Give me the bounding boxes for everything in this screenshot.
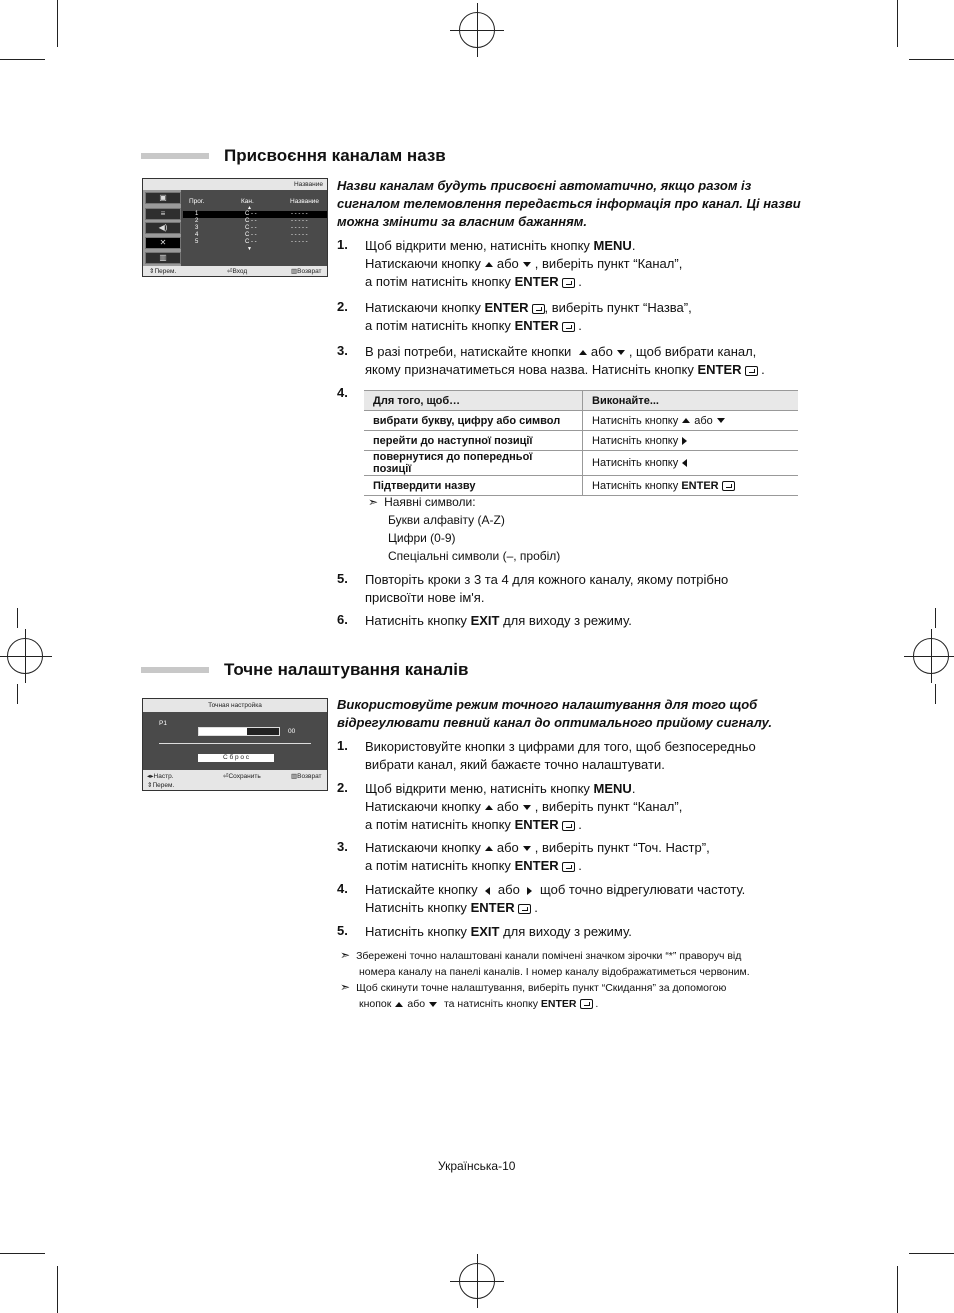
up-arrow-icon xyxy=(485,805,493,810)
table-cell: Натисніть кнопку xyxy=(583,451,799,476)
channel-name: - - - - - xyxy=(291,239,308,245)
crop-mark xyxy=(57,1266,58,1313)
enter-icon xyxy=(580,999,593,1009)
table-header: Виконайте... xyxy=(583,391,799,411)
table-cell: вибрати букву, цифру або символ xyxy=(364,411,583,431)
up-arrow-icon xyxy=(579,350,587,355)
crop-mark xyxy=(17,684,18,704)
fine-tune-value: 00 xyxy=(288,728,296,735)
enter-icon xyxy=(562,821,575,831)
setup-icon: ✕ xyxy=(145,237,181,249)
enter-icon xyxy=(562,278,575,288)
enter-icon xyxy=(562,322,575,332)
col-name: Название xyxy=(290,198,320,205)
table-cell: перейти до наступної позиції xyxy=(364,431,583,451)
up-arrow-icon xyxy=(682,418,690,423)
down-arrow-icon xyxy=(717,418,725,423)
channel-icon: ≡ xyxy=(145,208,181,220)
up-arrow-icon xyxy=(395,1002,403,1007)
down-arrow-icon xyxy=(523,846,531,851)
fine-tune-screen xyxy=(142,698,328,791)
channel-name: - - - - - xyxy=(291,218,308,224)
step-text: Натискаючи кнопку або , виберіть пункт “Точ. Настр”, а потім натисніть кнопку ENTER . xyxy=(365,840,710,873)
step-number: 5. xyxy=(337,923,348,938)
table-cell: Підтвердити назву xyxy=(364,476,583,496)
action-table xyxy=(364,390,798,496)
channel-num: 2 xyxy=(195,218,199,224)
step-text: Використовуйте кнопки з цифрами для того, щоб безпосередньо вибрати канал, який бажаєте точно налаштувати. xyxy=(365,739,756,772)
symbols-note: ➣ Наявні символи: Букви алфавіту (A-Z) Цифри (0-9) Спеціальні символи (–, пробіл) xyxy=(368,495,561,563)
step-text: Натисніть кнопку EXIT для виходу з режиму. xyxy=(365,613,632,628)
crop-mark xyxy=(897,0,898,47)
footer-move: ⇕Перем. xyxy=(149,268,177,275)
screen-header: Название xyxy=(293,181,323,188)
input-icon: ▥ xyxy=(145,252,181,264)
crop-mark xyxy=(935,684,936,704)
step-number: 4. xyxy=(337,385,348,400)
down-arrow-icon xyxy=(523,805,531,810)
channel-row[interactable] xyxy=(195,225,325,232)
step-number: 6. xyxy=(337,612,348,627)
table-cell: повернутися до попередньої позиції xyxy=(364,451,583,476)
down-arrow-icon xyxy=(429,1002,437,1007)
right-arrow-icon xyxy=(682,437,687,445)
channel-list xyxy=(195,211,325,246)
step-number: 4. xyxy=(337,881,348,896)
registration-mark xyxy=(459,12,495,48)
right-arrow-icon xyxy=(527,887,532,895)
channel-num: 5 xyxy=(195,239,199,245)
channel-row[interactable] xyxy=(195,211,325,218)
note-arrow-icon: ➣ xyxy=(340,948,351,962)
channel-chan: C - - xyxy=(245,211,257,217)
table-cell: Натисніть кнопку xyxy=(583,431,799,451)
channel-num: 4 xyxy=(195,232,199,238)
table-row xyxy=(364,451,798,476)
channel-chan: C - - xyxy=(245,239,257,245)
footer-enter: ⏎Вход xyxy=(227,268,248,275)
channel-chan: C - - xyxy=(245,225,257,231)
channel-chan: C - - xyxy=(245,232,257,238)
channel-name: - - - - - xyxy=(291,232,308,238)
table-row xyxy=(364,411,798,431)
down-arrow-icon xyxy=(523,262,531,267)
fine-tune-bar-fill xyxy=(199,728,247,735)
section-title: Точне налаштування каналів xyxy=(224,660,469,679)
crop-mark xyxy=(897,1266,898,1313)
channel-row[interactable] xyxy=(195,232,325,239)
section-title: Присвоєння каналам назв xyxy=(224,146,446,165)
crop-mark xyxy=(0,59,45,60)
step-number: 5. xyxy=(337,571,348,586)
registration-mark xyxy=(7,638,43,674)
registration-mark xyxy=(459,1263,495,1299)
up-arrow-icon xyxy=(485,262,493,267)
step-number: 3. xyxy=(337,839,348,854)
section-intro: Назви каналам будуть присвоєні автоматично, якщо разом із сигналом телемовлення передається інформація про канал. Ці назви можна змінити за власним бажанням. xyxy=(337,178,801,229)
enter-icon xyxy=(722,481,735,491)
channel-chan: C - - xyxy=(245,218,257,224)
crop-mark xyxy=(935,608,936,628)
section-bar xyxy=(141,667,209,673)
enter-icon xyxy=(532,304,545,314)
channel-name: - - - - - xyxy=(291,211,308,217)
enter-icon xyxy=(562,862,575,872)
crop-mark xyxy=(909,59,954,60)
up-arrow-icon xyxy=(485,846,493,851)
note-arrow-icon: ➣ xyxy=(368,495,379,509)
note: ➣ Щоб скинути точне налаштування, виберіть пункт “Скидання” за допомогою кнопок або та натисніть кнопку ENTER . xyxy=(340,980,727,1010)
footer-back: ▥Возврат xyxy=(291,268,322,275)
crop-mark xyxy=(57,0,58,47)
channel-row[interactable] xyxy=(195,218,325,225)
channel-name: - - - - - xyxy=(291,225,308,231)
table-cell: Натисніть кнопку ENTER xyxy=(583,476,799,496)
section-intro: Використовуйте режим точного налаштування для того щоб відрегулювати певний канал до оптимального прийому сигналу. xyxy=(337,697,772,730)
note: ➣ Збережені точно налаштовані канали помічені значком зірочки “*” праворуч від номера каналу на панелі каналів. І номер каналу відображатиметься червоним. xyxy=(340,948,750,978)
crop-mark xyxy=(17,608,18,628)
channel-num: 3 xyxy=(195,225,199,231)
step-text: Натискайте кнопку або щоб точно відрегулювати частоту. Натисніть кнопку ENTER . xyxy=(365,882,746,915)
step-text: Щоб відкрити меню, натисніть кнопку MENU. Натискаючи кнопку або , виберіть пункт “Канал”, а потім натисніть кнопку ENTER . xyxy=(365,781,683,832)
reset-button[interactable]: С б р о с xyxy=(198,754,274,762)
screen-header: Точная настройка xyxy=(143,699,327,712)
table-cell: Натисніть кнопку або xyxy=(583,411,799,431)
step-text: Натисніть кнопку EXIT для виходу з режиму. xyxy=(365,924,632,939)
registration-mark xyxy=(913,638,949,674)
footer-adjust: ◂▸Настр. xyxy=(147,773,174,780)
left-arrow-icon xyxy=(485,887,490,895)
menu-screen-name xyxy=(142,178,328,277)
enter-icon xyxy=(518,904,531,914)
step-text: Повторіть кроки з 3 та 4 для кожного каналу, якому потрібно присвоїти нове ім'я. xyxy=(365,572,729,605)
col-prog: Прог. xyxy=(189,198,205,205)
crop-mark xyxy=(909,1253,954,1254)
step-text: В разі потреби, натискайте кнопки або , щоб вибрати канал, якому призначатиметься нова назва. Натисніть кнопку ENTER . xyxy=(365,344,765,377)
channel-row[interactable] xyxy=(195,239,325,246)
footer-back: ▥Возврат xyxy=(291,773,322,780)
sound-icon: ◀) xyxy=(145,222,181,234)
note-arrow-icon: ➣ xyxy=(340,980,351,994)
step-number: 2. xyxy=(337,299,348,314)
col-chan: Кан. xyxy=(241,198,254,205)
section-bar xyxy=(141,153,209,159)
enter-icon xyxy=(745,366,758,376)
scroll-down-icon: ▼ xyxy=(247,246,252,252)
down-arrow-icon xyxy=(617,350,625,355)
table-row xyxy=(364,431,798,451)
footer-move: ⇕Перем. xyxy=(147,782,175,789)
table-header: Для того, щоб… xyxy=(364,391,583,411)
crop-mark xyxy=(0,1253,45,1254)
step-text: Щоб відкрити меню, натисніть кнопку MENU. Натискаючи кнопку або , виберіть пункт “Канал”, а потім натисніть кнопку ENTER . xyxy=(365,238,683,289)
page-number: Українська-10 xyxy=(438,1159,516,1173)
step-number: 1. xyxy=(337,237,348,252)
scroll-up-icon: ▲ xyxy=(247,205,252,211)
footer-save: ⏎Сохранить xyxy=(223,773,261,780)
left-arrow-icon xyxy=(682,459,687,467)
channel-num: 1 xyxy=(195,211,199,217)
step-number: 3. xyxy=(337,343,348,358)
divider xyxy=(159,743,311,744)
step-number: 2. xyxy=(337,780,348,795)
program-label: P1 xyxy=(159,720,167,727)
picture-icon: ▣ xyxy=(145,192,181,204)
fine-tune-bar[interactable] xyxy=(198,727,280,736)
step-text: Натискаючи кнопку ENTER , виберіть пункт “Назва”, а потім натисніть кнопку ENTER . xyxy=(365,300,692,333)
step-number: 1. xyxy=(337,738,348,753)
